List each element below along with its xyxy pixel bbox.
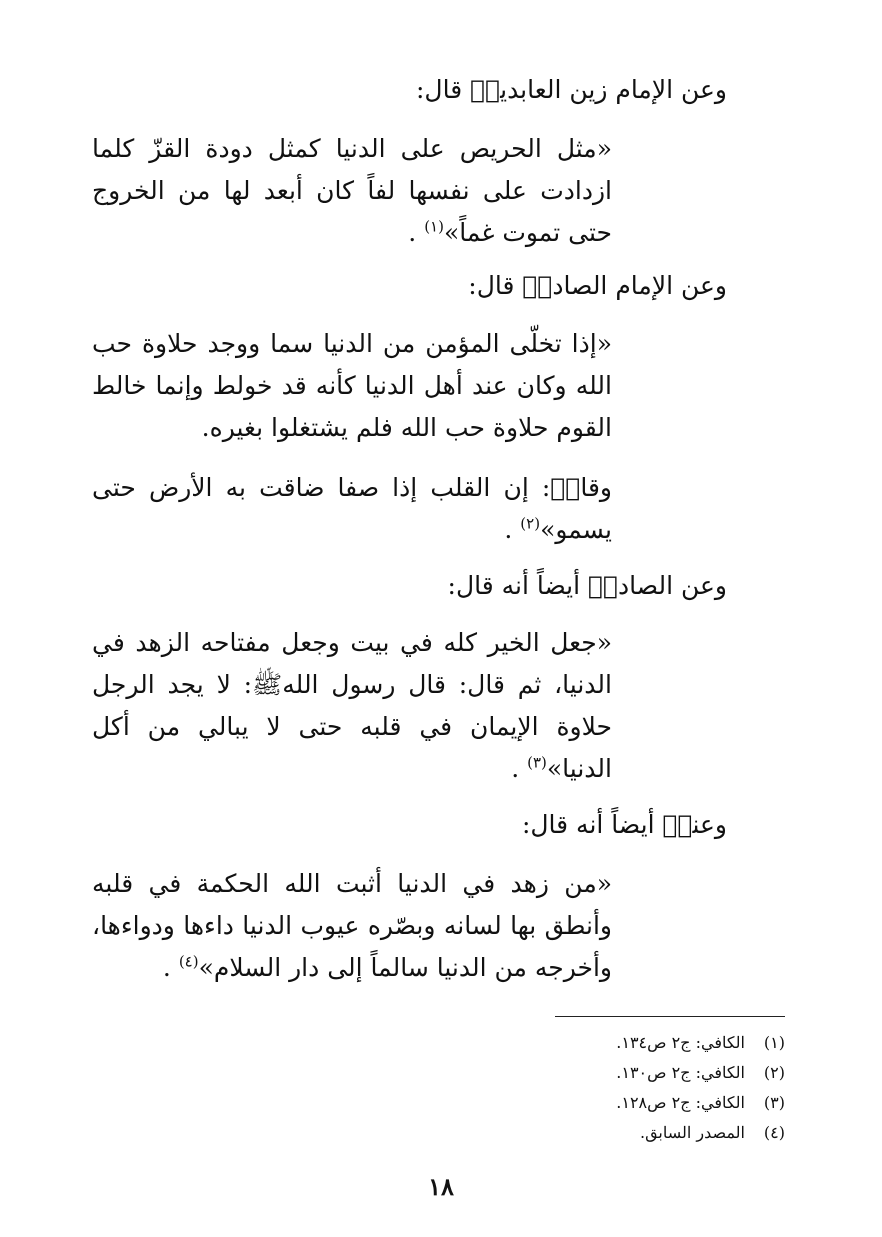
quote-text: وقالؑ: إن القلب إذا صفا ضاقت به الأرض حتى يسمو» bbox=[92, 473, 612, 544]
page-number: ١٨ bbox=[428, 1172, 454, 1201]
quote-text: «إذا تخلّى المؤمن من الدنيا سما ووجد حلاوة حب الله وكان عند أهل الدنيا كأنه قد خولط وإنما خالط القوم حلاوة حب الله فلم يشتغلوا بغيره. bbox=[92, 329, 612, 442]
footnote-item bbox=[465, 1118, 785, 1148]
quote-text: «من زهد في الدنيا أثبت الله الحكمة في قلبه وأنطق بها لسانه وبصّره عيوب الدنيا داءها ودواءها، وأخرجه من الدنيا سالماً إلى دار السلام» bbox=[92, 869, 612, 982]
quote-text: «مثل الحريص على الدنيا كمثل دودة القزّ كلما ازدادت على نفسها لفاً كان أبعد لها من الخروج حتى تموت غماً» bbox=[92, 134, 612, 247]
footnote-number: (١) bbox=[763, 1033, 785, 1052]
quote-end: . bbox=[511, 754, 520, 783]
footnote-text: الكافي: ج٢ ص١٣٤. bbox=[616, 1033, 745, 1052]
quote-paragraph bbox=[92, 622, 612, 790]
footnote-text: الكافي: ج٢ ص١٢٨. bbox=[616, 1093, 745, 1112]
quote-text: «جعل الخير كله في بيت وجعل مفتاحه الزهد في الدنيا، ثم قال: قال رسول اللهﷺ: لا يجد الرجل حلاوة الإيمان في قلبه حتى لا يبالي من أكل الدنيا» bbox=[92, 628, 612, 783]
footnote-number: (٤) bbox=[763, 1123, 785, 1142]
footnote-number: (٢) bbox=[763, 1063, 785, 1082]
quote-end: . bbox=[162, 953, 171, 982]
footnote-text: المصدر السابق. bbox=[639, 1123, 745, 1142]
quote-end: . bbox=[504, 515, 513, 544]
footnote-marker: (٢) bbox=[520, 514, 541, 533]
footnote-marker: (٤) bbox=[178, 952, 199, 971]
quote-paragraph bbox=[92, 323, 612, 449]
footnote-marker: (٣) bbox=[527, 753, 547, 772]
quote-paragraph bbox=[92, 467, 612, 551]
footnote-number: (٣) bbox=[763, 1093, 785, 1112]
footnotes-list bbox=[465, 1028, 785, 1148]
footnote-item bbox=[465, 1028, 785, 1058]
intro-line: وعنهؑ أيضاً أنه قال: bbox=[521, 810, 727, 839]
intro-line: وعن الصادقؑ أيضاً أنه قال: bbox=[447, 571, 727, 600]
footnote-item bbox=[465, 1058, 785, 1088]
footnote-text: الكافي: ج٢ ص١٣٠. bbox=[616, 1063, 745, 1082]
footnote-item bbox=[465, 1088, 785, 1118]
quote-paragraph bbox=[92, 128, 612, 254]
footnote-separator bbox=[555, 1016, 785, 1017]
quote-paragraph bbox=[92, 863, 612, 989]
quote-end: . bbox=[408, 218, 417, 247]
footnote-marker: (١) bbox=[424, 217, 444, 236]
intro-line: وعن الإمام الصادقؑ قال: bbox=[468, 271, 727, 300]
intro-line: وعن الإمام زين العابدينؑ قال: bbox=[416, 75, 727, 104]
